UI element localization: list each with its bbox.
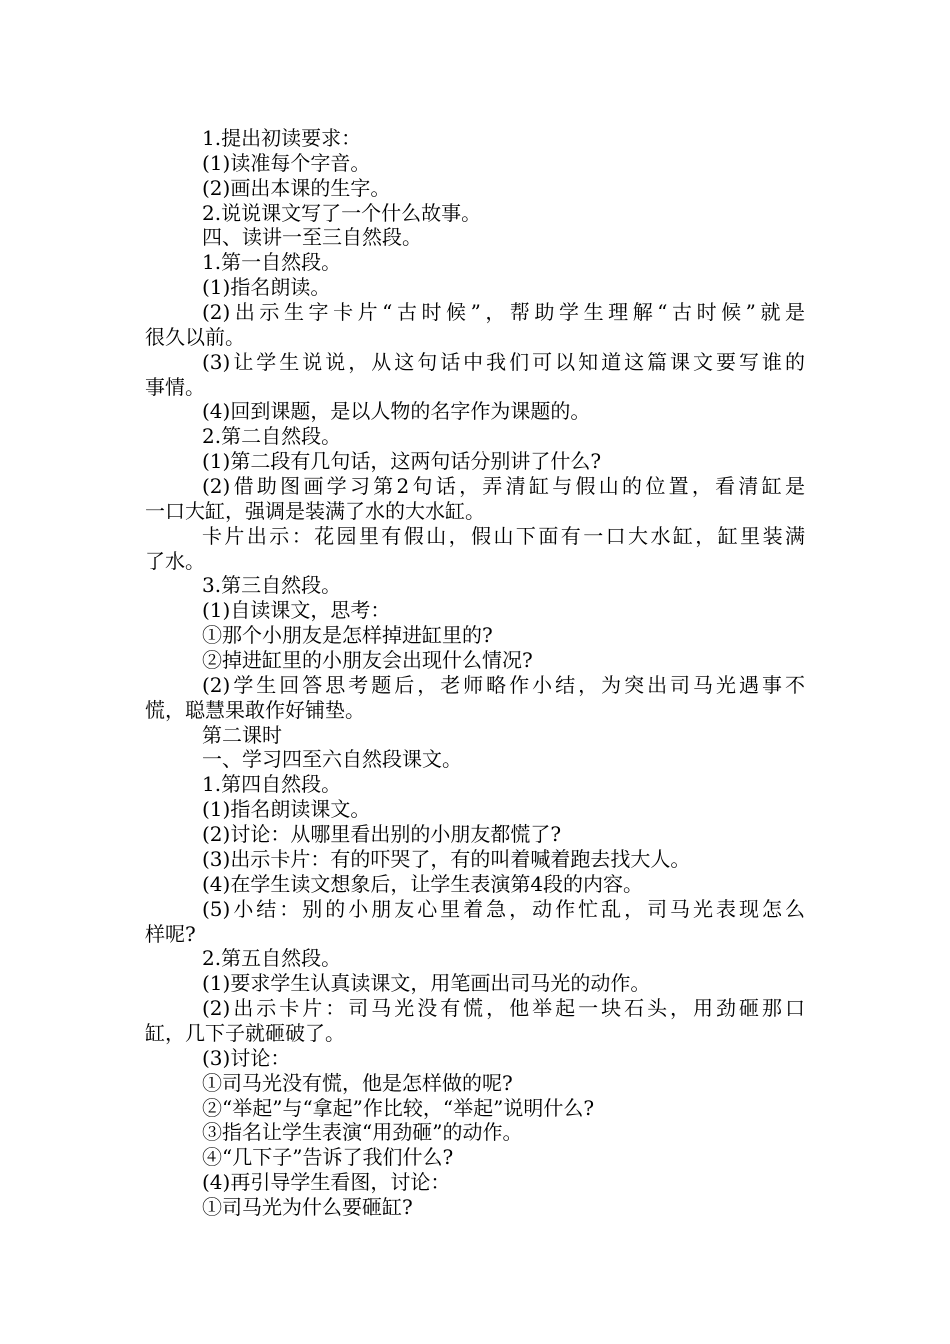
paragraph-line: (3)让学生说说，从这句话中我们可以知道这篇课文要写谁的 [202,349,805,374]
paragraph [145,474,805,524]
paragraph [145,797,805,822]
paragraph-line: (1)自读课文，思考： [202,598,391,623]
paragraph-line: (2)借助图画学习第2句话，弄清缸与假山的位置，看清缸是 [202,474,805,499]
paragraph [145,971,805,996]
paragraph [145,723,805,748]
paragraph-line: (1)指名朗读课文。 [202,797,371,822]
paragraph [145,897,805,947]
paragraph-line: 四、读讲一至三自然段。 [202,225,422,250]
paragraph [145,424,805,449]
paragraph [145,872,805,897]
paragraph [145,449,805,474]
paragraph [145,598,805,623]
paragraph-line: 1.第四自然段。 [202,772,342,797]
paragraph-line: 3.第三自然段。 [202,573,342,598]
paragraph-line: ①那个小朋友是怎样掉进缸里的? [202,623,493,648]
paragraph-line: 样呢? [145,921,196,946]
paragraph-line: 一、学习四至六自然段课文。 [202,747,462,772]
paragraph-line: (4)回到课题，是以人物的名字作为课题的。 [202,399,591,424]
paragraph-line: (2)讨论：从哪里看出别的小朋友都慌了? [202,822,562,847]
paragraph-line: 2.说说课文写了一个什么故事。 [202,200,482,225]
paragraph-line: ①司马光没有慌，他是怎样做的呢? [202,1070,513,1095]
paragraph-line: (1)指名朗读。 [202,275,331,300]
paragraph-line: (2)学生回答思考题后，老师略作小结，为突出司马光遇事不 [202,672,805,697]
paragraph [145,399,805,424]
paragraph [145,126,805,151]
paragraph-line: (3)出示卡片：有的吓哭了，有的叫着喊着跑去找大人。 [202,846,691,871]
paragraph [145,350,805,400]
paragraph [145,524,805,574]
paragraph [145,250,805,275]
paragraph [145,772,805,797]
paragraph [145,151,805,176]
paragraph [145,1170,805,1195]
paragraph [145,996,805,1046]
paragraph [145,1120,805,1145]
paragraph [145,1195,805,1220]
paragraph-line: (1)第二段有几句话，这两句话分别讲了什么? [202,449,602,474]
paragraph [145,648,805,673]
paragraph [145,847,805,872]
paragraph-line: 一口大缸，强调是装满了水的大水缸。 [145,498,485,523]
paragraph-line: (1)要求学生认真读课文，用笔画出司马光的动作。 [202,971,651,996]
paragraph [145,1046,805,1071]
paragraph-line: 缸，几下子就砸破了。 [145,1020,345,1045]
paragraph [145,300,805,350]
paragraph-line: (2)出示生字卡片“古时候”，帮助学生理解“古时候”就是 [202,300,805,325]
paragraph [145,1145,805,1170]
paragraph-line: ③指名让学生表演“用劲砸”的动作。 [202,1120,523,1145]
paragraph-line: ②掉进缸里的小朋友会出现什么情况? [202,648,533,673]
paragraph [145,822,805,847]
paragraph-line: (4)再引导学生看图，讨论： [202,1170,451,1195]
paragraph-line: 很久以前。 [145,324,245,349]
paragraph [145,1096,805,1121]
paragraph-line: 卡片出示：花园里有假山，假山下面有一口大水缸，缸里装满 [202,523,805,548]
paragraph [145,201,805,226]
paragraph-line: 2.第五自然段。 [202,946,342,971]
paragraph [145,673,805,723]
paragraph-line: ②“举起”与“拿起”作比较，“举起”说明什么? [202,1095,595,1120]
paragraph [145,946,805,971]
document-body [145,126,805,1220]
paragraph-line: 1.第一自然段。 [202,250,342,275]
paragraph-line: 了水。 [145,548,205,573]
paragraph-line: ①司马光为什么要砸缸? [202,1194,413,1219]
paragraph-line: (1)读准每个字音。 [202,150,371,175]
paragraph [145,275,805,300]
paragraph-line: (5)小结：别的小朋友心里着急，动作忙乱，司马光表现怎么 [202,896,805,921]
paragraph [145,1071,805,1096]
paragraph-line: 2.第二自然段。 [202,424,342,449]
paragraph [145,176,805,201]
paragraph [145,225,805,250]
paragraph-line: (3)讨论： [202,1045,291,1070]
paragraph-line: (2)画出本课的生字。 [202,175,391,200]
paragraph-line: 慌，聪慧果敢作好铺垫。 [145,697,365,722]
paragraph-line: 第二课时 [202,722,282,747]
paragraph-line: (4)在学生读文想象后，让学生表演第4段的内容。 [202,871,644,896]
paragraph-line: 1.提出初读要求： [202,126,362,150]
paragraph-line: (2)出示卡片：司马光没有慌，他举起一块石头，用劲砸那口 [202,996,805,1021]
paragraph [145,623,805,648]
paragraph [145,747,805,772]
paragraph [145,573,805,598]
paragraph-line: ④“几下子”告诉了我们什么? [202,1145,454,1170]
paragraph-line: 事情。 [145,374,205,399]
